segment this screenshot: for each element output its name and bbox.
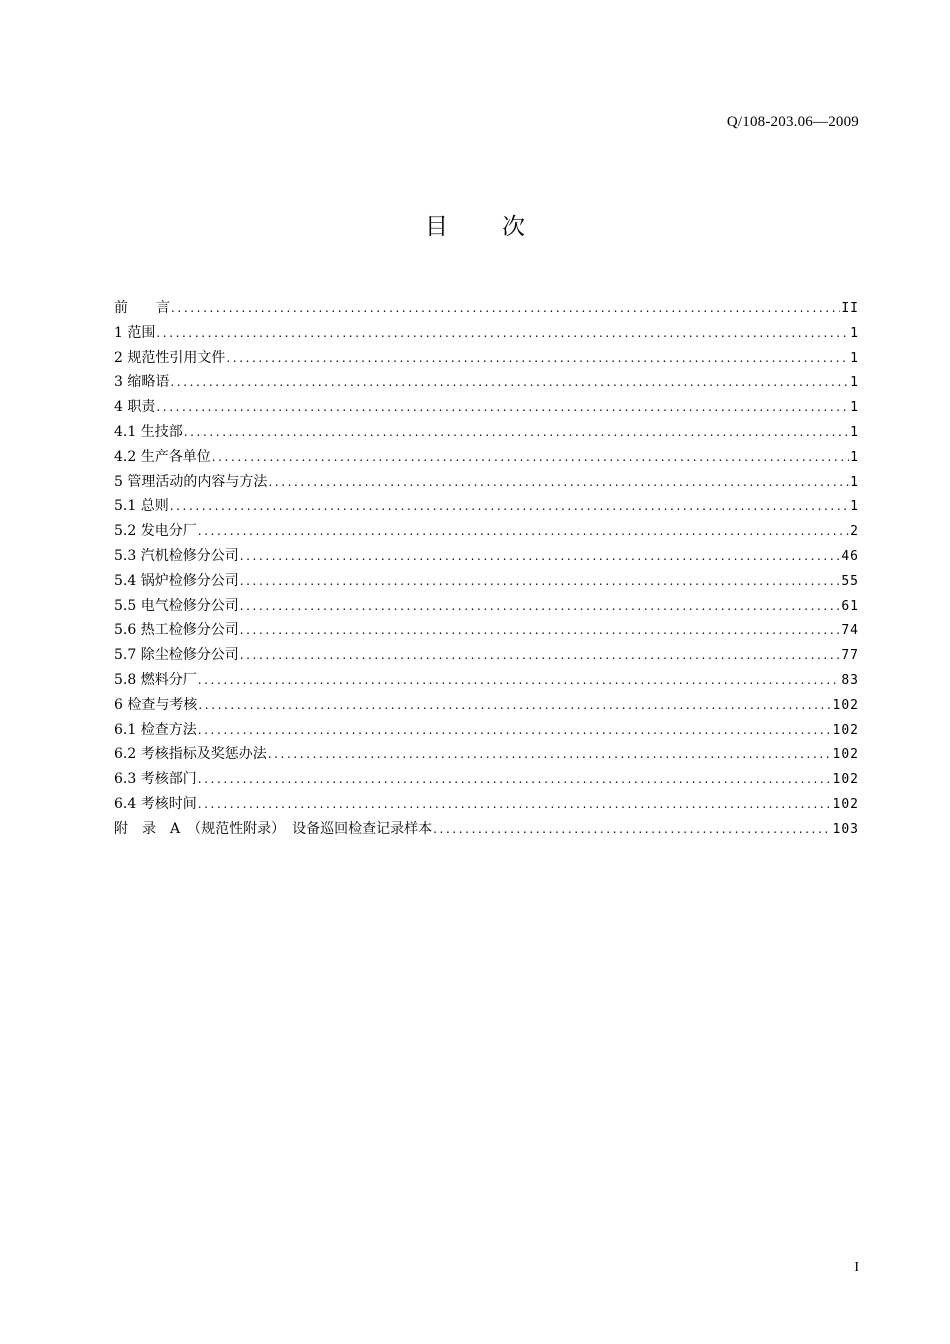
- toc-entry-page: 46: [841, 548, 859, 564]
- toc-entry-page: 1: [850, 325, 859, 341]
- toc-title-char-2: 次: [502, 214, 525, 240]
- toc-entry-page: 102: [832, 697, 859, 713]
- toc-leader: [198, 792, 832, 817]
- toc-entry-title: 5.1 总则: [114, 498, 169, 515]
- toc-entry-title: 6.3 考核部门: [114, 771, 197, 788]
- toc-leader: [240, 594, 841, 619]
- toc-entry[interactable]: [114, 544, 859, 569]
- toc-entry-title: 6.4 考核时间: [114, 795, 197, 812]
- toc-entry-title: 4 职责: [114, 399, 156, 416]
- toc-entry-title: 5 管理活动的内容与方法: [114, 473, 268, 490]
- toc-entry-page: 1: [850, 499, 859, 515]
- toc-leader: [198, 693, 831, 718]
- toc-leader: [198, 668, 841, 693]
- toc-entry-page: 102: [832, 796, 859, 812]
- toc-leader: [212, 445, 849, 470]
- toc-leader: [198, 718, 832, 743]
- toc-leader: [184, 420, 849, 445]
- toc-leader: [433, 817, 831, 842]
- toc-entry[interactable]: [114, 370, 859, 395]
- toc-leader: [198, 519, 849, 544]
- toc-entry-title: 4.2 生产各单位: [114, 448, 211, 465]
- toc-entry-page: 83: [841, 672, 859, 688]
- toc-entry-page: 1: [850, 350, 859, 366]
- toc-leader: [156, 321, 849, 346]
- toc-entry[interactable]: [114, 594, 859, 619]
- toc-leader: [170, 494, 849, 519]
- toc-entry-title: 5.2 发电分厂: [114, 523, 197, 540]
- toc-entry[interactable]: [114, 618, 859, 643]
- toc-entry[interactable]: [114, 420, 859, 445]
- toc-entry-title: 前 言: [114, 300, 170, 316]
- toc-entry-page: 103: [832, 821, 859, 837]
- document-code: Q/108-203.06—2009: [726, 114, 859, 130]
- toc-entry[interactable]: [114, 296, 859, 321]
- toc-entry-page: 1: [850, 474, 859, 490]
- toc-entry[interactable]: [114, 742, 859, 767]
- toc-entry-title: 6.2 考核指标及奖惩办法: [114, 746, 267, 763]
- toc-leader: [268, 742, 832, 767]
- toc-entry-title: 5.4 锅炉检修分公司: [114, 572, 239, 589]
- toc-entry[interactable]: [114, 321, 859, 346]
- toc-leader: [170, 370, 849, 395]
- toc-leader: [156, 395, 849, 420]
- toc-title: [0, 208, 950, 241]
- toc-entry[interactable]: [114, 817, 859, 842]
- toc-leader: [240, 618, 841, 643]
- toc-entry[interactable]: [114, 470, 859, 495]
- toc-leader: [268, 470, 849, 495]
- toc-entry[interactable]: [114, 718, 859, 743]
- toc-leader: [240, 544, 841, 569]
- toc-entry-page: 2: [850, 524, 859, 540]
- toc-entry[interactable]: [114, 668, 859, 693]
- toc-entry[interactable]: [114, 494, 859, 519]
- toc-leader: [240, 569, 841, 594]
- toc-entry-page: 1: [850, 375, 859, 391]
- toc-entry[interactable]: [114, 346, 859, 371]
- toc-entry-title: 6 检查与考核: [114, 696, 198, 713]
- page-number: I: [854, 1260, 859, 1275]
- toc-entry-page: 55: [841, 573, 859, 589]
- table-of-contents: [114, 296, 859, 842]
- toc-entry[interactable]: [114, 643, 859, 668]
- toc-entry-page: 102: [832, 747, 859, 763]
- toc-entry[interactable]: [114, 445, 859, 470]
- toc-title-char-1: 目: [425, 214, 448, 240]
- toc-entry[interactable]: [114, 792, 859, 817]
- toc-entry-title: 5.3 汽机检修分公司: [114, 547, 239, 564]
- toc-entry-page: 74: [841, 623, 859, 639]
- toc-entry-title: 1 范围: [114, 324, 156, 341]
- toc-entry-title: 6.1 检查方法: [114, 721, 197, 738]
- toc-entry-title: 4.1 生技部: [114, 423, 183, 440]
- toc-leader: [171, 296, 840, 321]
- toc-entry-title: 5.5 电气检修分公司: [114, 597, 239, 614]
- toc-entry[interactable]: [114, 693, 859, 718]
- toc-entry-page: 102: [832, 772, 859, 788]
- toc-leader: [226, 346, 849, 371]
- toc-entry-page: 77: [841, 648, 859, 664]
- toc-entry-page: 1: [850, 400, 859, 416]
- toc-entry[interactable]: [114, 767, 859, 792]
- toc-leader: [198, 767, 832, 792]
- toc-entry-title: 附 录 A （规范性附录） 设备巡回检查记录样本: [114, 820, 433, 837]
- toc-entry-page: 61: [841, 598, 859, 614]
- toc-entry-title: 5.6 热工检修分公司: [114, 622, 239, 639]
- toc-entry[interactable]: [114, 569, 859, 594]
- toc-entry-page: 1: [850, 424, 859, 440]
- toc-entry-title: 5.8 燃料分厂: [114, 671, 197, 688]
- toc-entry-page: II: [841, 301, 859, 316]
- toc-entry-page: 1: [850, 449, 859, 465]
- toc-entry[interactable]: [114, 519, 859, 544]
- toc-leader: [240, 643, 841, 668]
- toc-entry-title: 2 规范性引用文件: [114, 349, 226, 366]
- toc-entry-title: 3 缩略语: [114, 374, 170, 391]
- toc-entry-title: 5.7 除尘检修分公司: [114, 647, 239, 664]
- toc-entry[interactable]: [114, 395, 859, 420]
- toc-entry-page: 102: [832, 722, 859, 738]
